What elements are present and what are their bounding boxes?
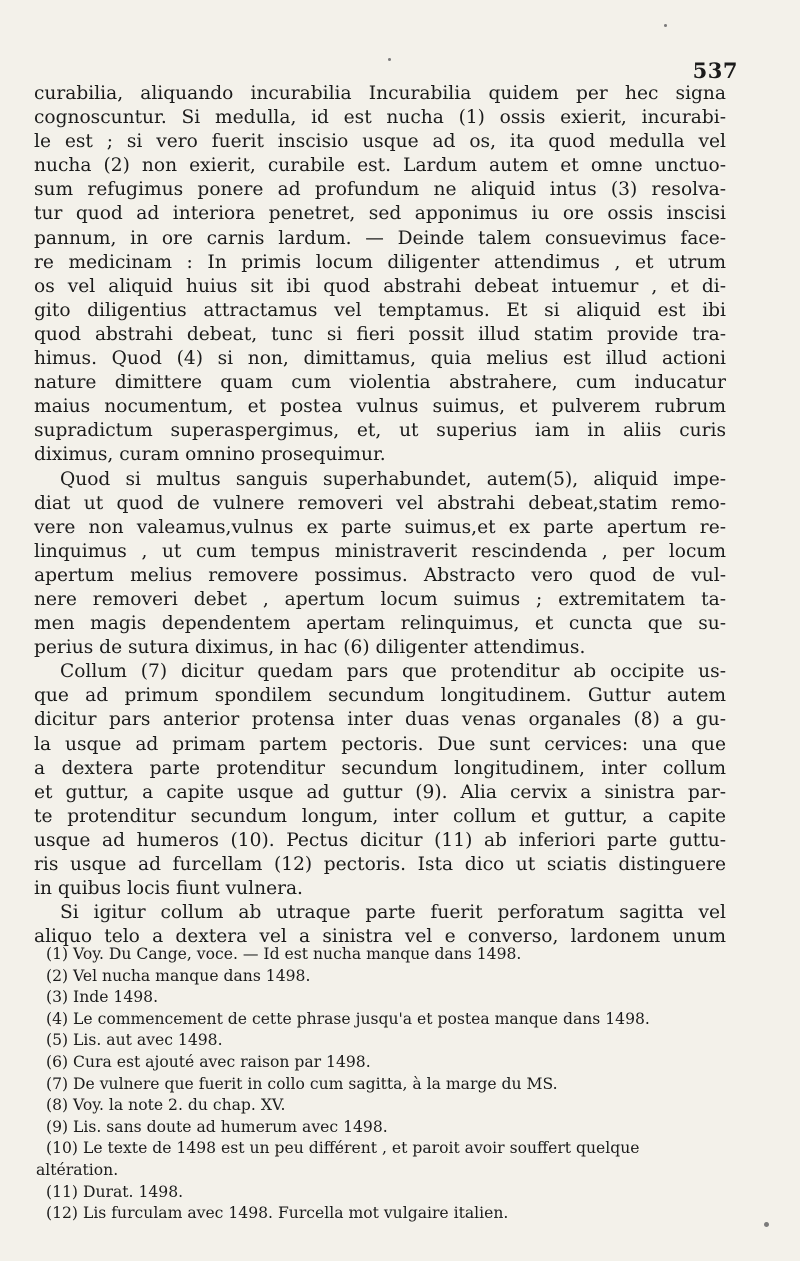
main-text [34, 82, 726, 949]
text-line: himus. Quod (4) si non, dimittamus, quia melius est illud actioni [34, 348, 726, 370]
footnote: altération. [36, 1160, 119, 1179]
text-line: os vel aliquid huius sit ibi quod abstrahi debeat intuemur , et di- [34, 275, 726, 297]
text-line: nucha (2) non exierit, curabile est. Lardum autem et omne unctuo- [34, 155, 726, 177]
text-line: dicitur pars anterior protensa inter duas venas organales (8) a gu- [34, 709, 726, 731]
text-line: pannum, in ore carnis lardum. — Deinde talem consuevimus face- [34, 227, 726, 249]
page-number: 537 [692, 58, 738, 83]
footnote: (8) Voy. la note 2. du chap. XV. [46, 1096, 286, 1115]
text-line: gito diligentius attractamus vel temptamus. Et si aliquid est ibi [34, 299, 726, 321]
text-line: in quibus locis fiunt vulnera. [34, 878, 303, 900]
text-line: Collum (7) dicitur quedam pars que protenditur ab occipite us- [60, 661, 726, 683]
text-line: maius nocumentum, et postea vulnus suimus, et pulverem rubrum [34, 396, 726, 418]
text-line: a dextera parte protenditur secundum longitudinem, inter collum [34, 757, 726, 779]
text-line: te protenditur secundum longum, inter collum et guttur, a capite [34, 805, 726, 827]
footnote: (4) Le commencement de cette phrase jusqu'a et postea manque dans 1498. [46, 1009, 650, 1028]
text-line: que ad primum spondilem secundum longitudinem. Guttur autem [34, 685, 726, 707]
footnote: (2) Vel nucha manque dans 1498. [46, 966, 311, 985]
text-line: aliquo telo a dextera vel a sinistra vel e converso, lardonem unum [34, 926, 726, 948]
text-line: perius de sutura diximus, in hac (6) diligenter attendimus. [34, 637, 586, 659]
text-line: nere removeri debet , apertum locum suimus ; extremitatem ta- [34, 588, 726, 610]
text-line: la usque ad primam partem pectoris. Due sunt cervices: una que [34, 733, 726, 755]
ink-speck [764, 1222, 769, 1227]
text-line: Si igitur collum ab utraque parte fuerit perforatum sagitta vel [60, 902, 726, 924]
text-line: re medicinam : In primis locum diligenter attendimus , et utrum [34, 251, 726, 273]
text-line: sum refugimus ponere ad profundum ne aliquid intus (3) resolva- [34, 179, 726, 201]
footnotes [36, 944, 726, 1225]
text-line: apertum melius removere possimus. Abstracto vero quod de vul- [34, 564, 726, 586]
footnote: (11) Durat. 1498. [46, 1182, 184, 1201]
text-line: nature dimittere quam cum violentia abstrahere, cum inducatur [34, 372, 726, 394]
footnote: (6) Cura est ajouté avec raison par 1498. [46, 1052, 371, 1071]
text-line: vere non valeamus,vulnus ex parte suimus,et ex parte apertum re- [34, 516, 726, 538]
text-line: Quod si multus sanguis superhabundet, autem(5), aliquid impe- [60, 468, 726, 490]
text-line: usque ad humeros (10). Pectus dicitur (11) ab inferiori parte guttu- [34, 829, 726, 851]
footnote: (3) Inde 1498. [46, 988, 159, 1007]
text-line: le est ; si vero fuerit inscisio usque ad os, ita quod medulla vel [34, 131, 726, 153]
text-line: linquimus , ut cum tempus ministraverit rescindenda , per locum [34, 540, 726, 562]
footnote: (10) Le texte de 1498 est un peu différent , et paroit avoir souffert quelque [46, 1139, 640, 1158]
ink-speck [388, 58, 391, 61]
text-line: diximus, curam omnino prosequimur. [34, 444, 386, 466]
footnote: (5) Lis. aut avec 1498. [46, 1031, 223, 1050]
text-line: ris usque ad furcellam (12) pectoris. Ista dico ut sciatis distinguere [34, 854, 726, 875]
text-line: diat ut quod de vulnere removeri vel abstrahi debeat,statim remo- [34, 492, 726, 514]
footnote: (1) Voy. Du Cange, voce. — Id est nucha manque dans 1498. [46, 945, 522, 963]
ink-speck [664, 24, 667, 27]
text-line: cognoscuntur. Si medulla, id est nucha (1) ossis exierit, incurabi- [34, 107, 726, 129]
text-line: quod abstrahi debeat, tunc si fieri possit illud statim provide tra- [34, 323, 726, 345]
footnote: (12) Lis furculam avec 1498. Furcella mot vulgaire italien. [46, 1204, 509, 1223]
footnote: (7) De vulnere que fuerit in collo cum sagitta, à la marge du MS. [46, 1074, 558, 1093]
text-line: men magis dependentem apertam relinquimus, et cuncta que su- [34, 613, 726, 635]
text-line: curabilia, aliquando incurabilia Incurabilia quidem per hec signa [34, 83, 726, 104]
text-line: supradictum superaspergimus, et, ut superius iam in aliis curis [34, 420, 726, 442]
footnote: (9) Lis. sans doute ad humerum avec 1498. [46, 1117, 388, 1136]
text-line: tur quod ad interiora penetret, sed apponimus iu ore ossis inscisi [34, 203, 726, 225]
text-line: et guttur, a capite usque ad guttur (9). Alia cervix a sinistra par- [34, 781, 726, 803]
